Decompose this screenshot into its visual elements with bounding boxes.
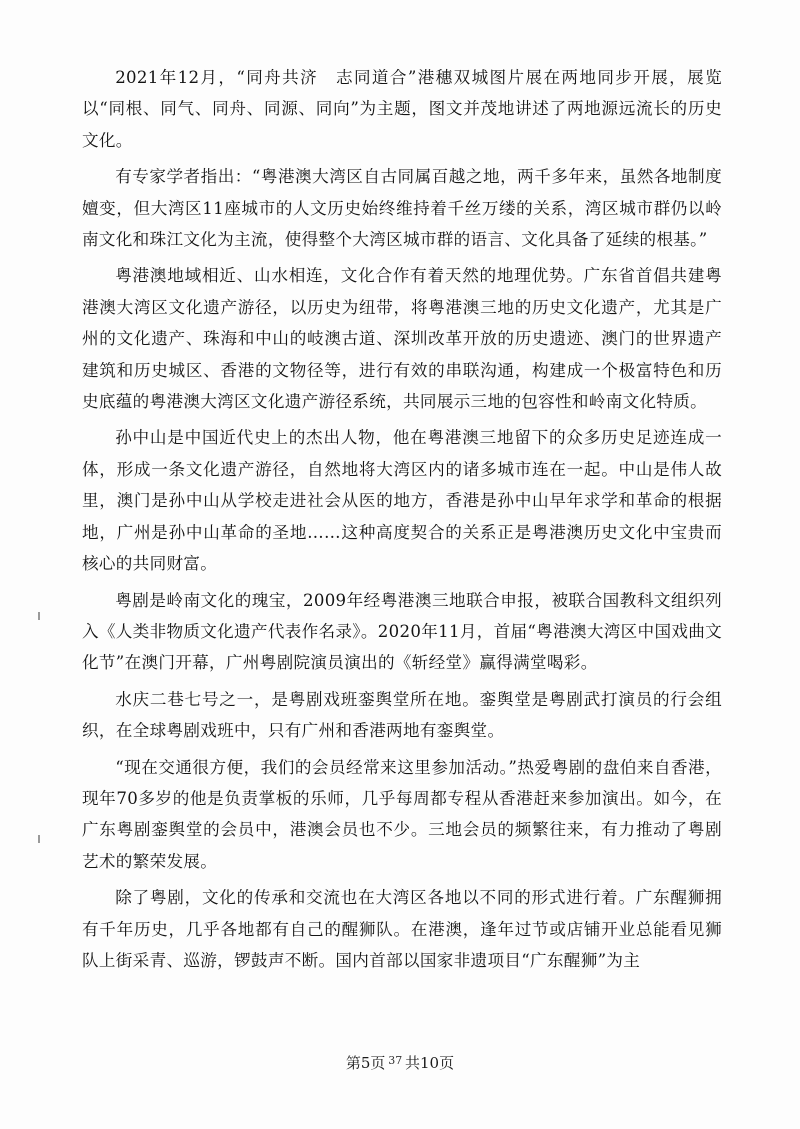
paragraph-heritage-trail: 粤港澳地域相近、山水相连，文化合作有着天然的地理优势。广东省首倡共建粤港澳大湾区文化遗产游径，以历史为纽带，将粤港澳三地的历史文化遗产，尤其是广州的文化遗产、珠海和中山的岐澳古道、深圳改革开放的历史遗迹、澳门的世界遗产建筑和历史城区、香港的文物径等，进行有效的串联沟通，构建成一个极富特色和历史底蕴的粤港澳大湾区文化遗产游径系统，共同展示三地的包容性和岭南文化特质。 — [82, 266, 722, 412]
paragraph-expert-quote: 有专家学者指出：“粤港澳大湾区自古同属百越之地，两千多年来，虽然各地制度嬗变，但大湾区11座城市的人文历史始终维持着千丝万缕的关系，湾区城市群仍以岭南文化和珠江文化为主流，使得整个大湾区城市群的语言、文化具备了延续的根基。” — [82, 167, 722, 250]
page-stamp-number: 37 — [388, 1054, 403, 1067]
margin-mark — [38, 612, 40, 620]
page-number-label: 第5页 — [345, 1054, 386, 1072]
paragraph-sun-yat-sen: 孙中山是中国近代史上的杰出人物，他在粤港澳三地留下的众多历史足迹连成一体，形成一条文化遗产游径，自然地将大湾区内的诸多城市连在一起。中山是伟人故里，澳门是孙中山从学校走进社会从医的地方，香港是孙中山早年求学和革命的根据地，广州是孙中山革命的圣地……这种高度契合的关系正是粤港澳历史文化中宝贵而核心的共同财富。 — [82, 428, 722, 574]
margin-mark — [38, 835, 40, 843]
paragraph-lion-dance: 除了粤剧，文化的传承和交流也在大湾区各地以不同的形式进行着。广东醒狮拥有千年历史，几乎各地都有自己的醒狮队。在港澳，逢年过节或店铺开业总能看见狮队上街采青、巡游，锣鼓声不断。国内首部以国家非遗项目“广东醒狮”为主 — [82, 888, 722, 970]
total-pages-label: 共10页 — [405, 1054, 455, 1072]
page-footer — [0, 1052, 800, 1073]
paragraph-photo-exhibition: 2021年12月，“同舟共济 志同道合”港穗双城图片展在两地同步开展，展览以“同根、同气、同舟、同源、同向”为主题，图文并茂地讲述了两地源远流长的历史文化。 — [82, 68, 722, 150]
paragraph-luanyutang: 水庆二巷七号之一，是粤剧戏班銮舆堂所在地。銮舆堂是粤剧武打演员的行会组织，在全球粤剧戏班中，只有广州和香港两地有銮舆堂。 — [82, 689, 722, 741]
paragraph-member-quote: “现在交通很方便，我们的会员经常来这里参加活动。”热爱粤剧的盘伯来自香港，现年70多岁的他是负责掌板的乐师，几乎每周都专程从香港赶来参加演出。如今，在广东粤剧銮舆堂的会员中，港澳会员也不少。三地会员的频繁往来，有力推动了粤剧艺术的繁荣发展。 — [82, 757, 722, 871]
article-body — [82, 62, 722, 981]
paragraph-cantonese-opera: 粤剧是岭南文化的瑰宝，2009年经粤港澳三地联合申报，被联合国教科文组织列入《人类非物质文化遗产代表作名录》。2020年11月，首届“粤港澳大湾区中国戏曲文化节”在澳门开幕，广州粤剧院演员演出的《斩经堂》赢得满堂喝彩。 — [82, 590, 723, 673]
